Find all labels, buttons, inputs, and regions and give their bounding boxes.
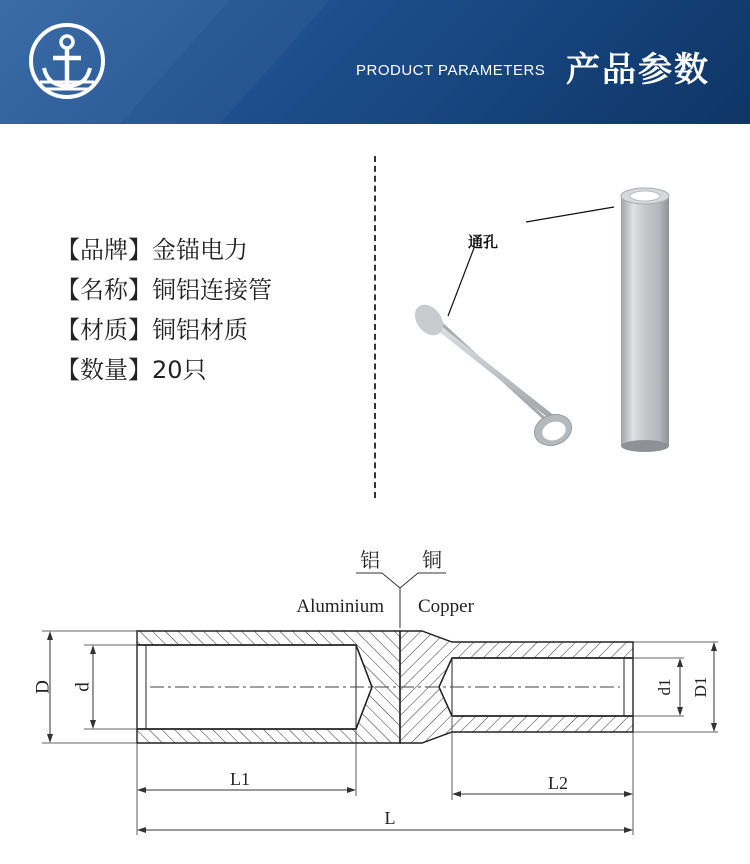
dim-D-label: D xyxy=(32,680,54,694)
dim-L1-label: L1 xyxy=(230,769,250,789)
tube-vertical xyxy=(621,188,669,452)
param-value: 金锚电力 xyxy=(152,236,248,264)
dim-D1-label: D1 xyxy=(690,676,710,698)
param-label: 【名称】 xyxy=(56,276,152,304)
dim-L-label: L xyxy=(384,808,396,828)
param-value: 20只 xyxy=(152,356,207,384)
label-copper-en: Copper xyxy=(418,596,474,617)
tube-diagonal xyxy=(409,299,576,450)
param-label: 【品牌】 xyxy=(56,236,152,264)
param-value: 铜铝材质 xyxy=(152,316,248,344)
param-label: 【材质】 xyxy=(56,316,152,344)
param-row-material xyxy=(56,310,272,350)
banner-title: 产品参数 xyxy=(566,50,710,90)
param-row-name xyxy=(56,270,272,310)
label-bracket xyxy=(356,573,446,588)
header-banner xyxy=(0,0,750,124)
dashed-divider xyxy=(374,156,376,498)
hole-pointer-line xyxy=(448,248,474,316)
hole-label: 通孔 xyxy=(468,233,499,251)
param-value: 铜铝连接管 xyxy=(152,276,272,304)
param-label: 【数量】 xyxy=(56,356,152,384)
dim-d-label: d xyxy=(72,682,94,692)
label-copper-cn: 铜 xyxy=(422,550,442,572)
param-row-brand xyxy=(56,230,272,270)
param-row-quantity xyxy=(56,350,272,390)
dim-L2-label: L2 xyxy=(548,773,568,793)
dim-d1-label: d1 xyxy=(654,678,674,696)
params-list xyxy=(56,230,272,390)
banner-subtitle: PRODUCT PARAMETERS xyxy=(356,62,546,79)
label-aluminium-en: Aluminium xyxy=(296,596,384,617)
connector-drawing xyxy=(0,530,750,864)
label-aluminium-cn: 铝 xyxy=(360,550,380,572)
hole-pointer-line xyxy=(526,207,614,222)
product-photo xyxy=(400,170,750,470)
anchor-logo-icon xyxy=(28,22,106,100)
